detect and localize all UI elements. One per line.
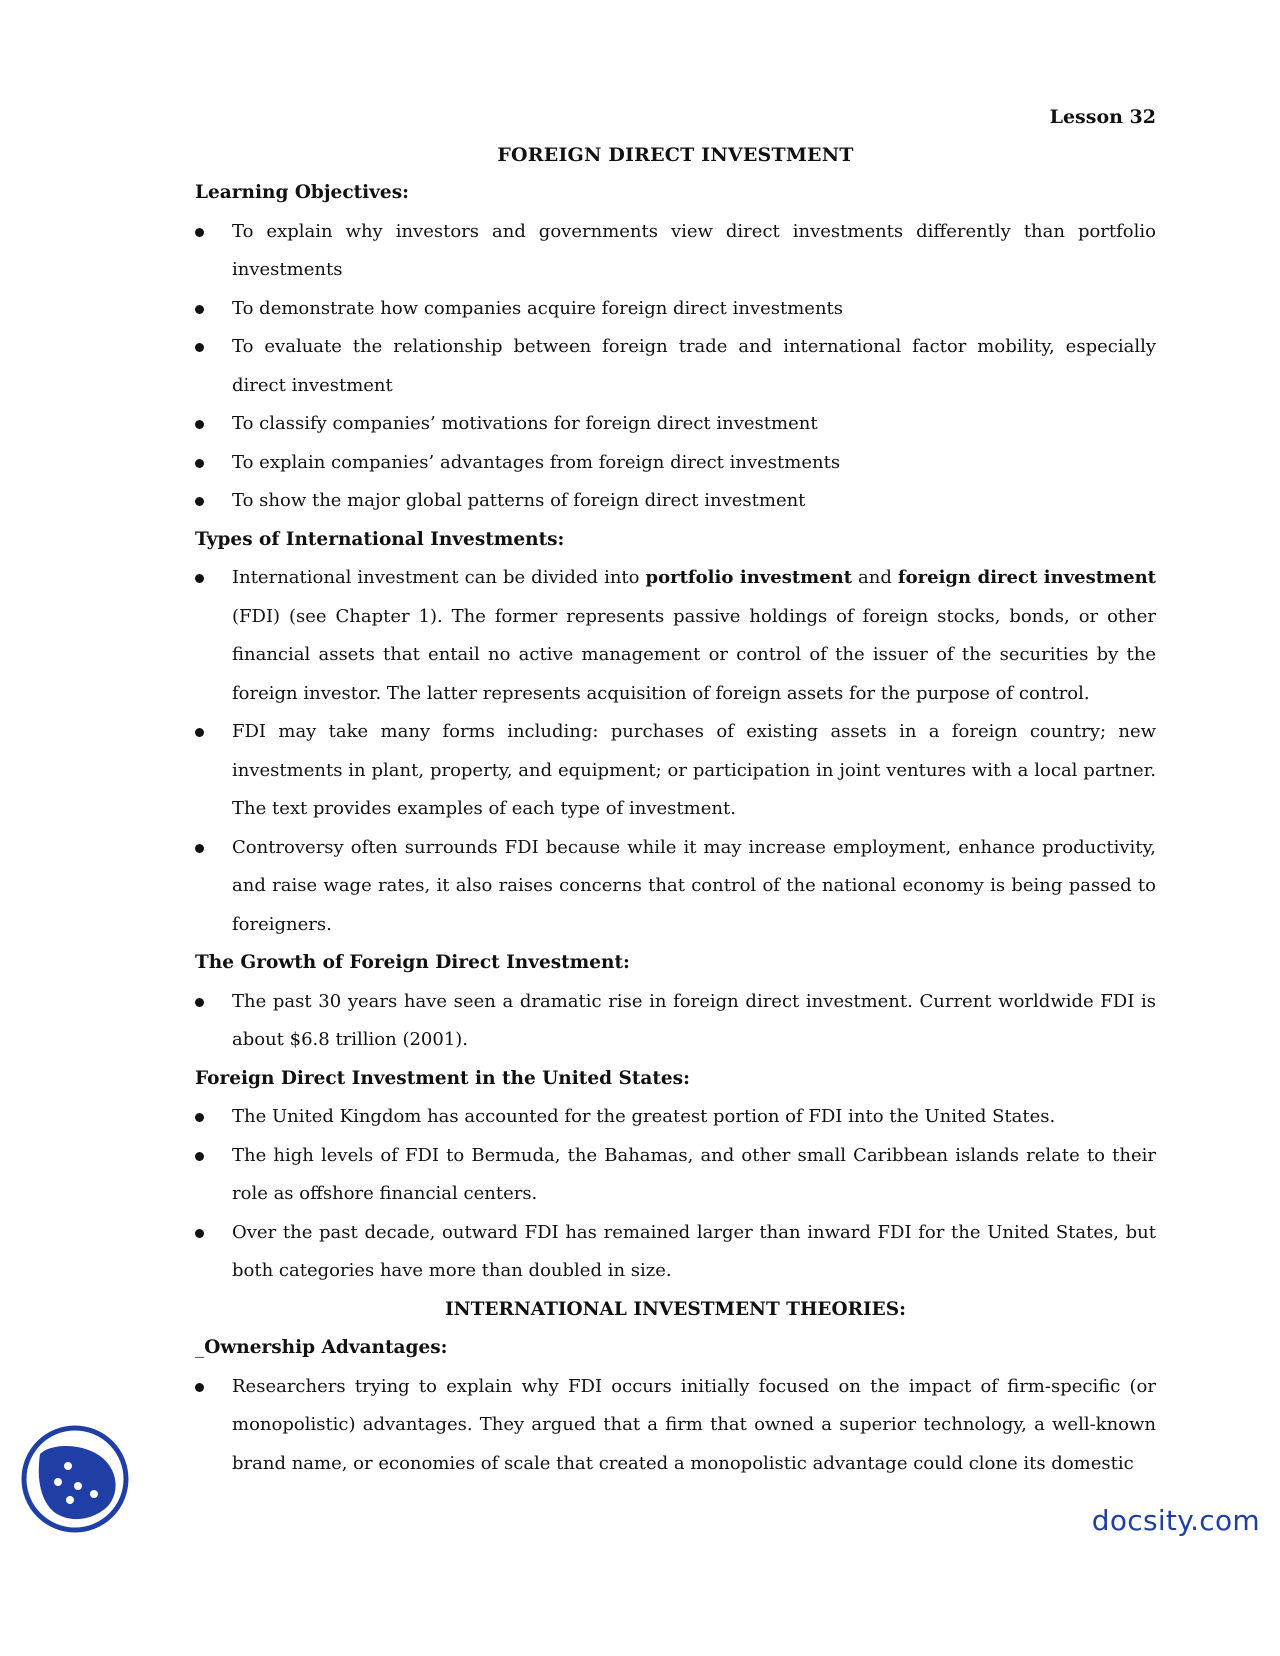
list-item bbox=[195, 405, 1156, 444]
bullet-icon bbox=[195, 305, 204, 314]
underscore-mark: _ bbox=[195, 1337, 205, 1358]
bullet-icon bbox=[195, 228, 204, 237]
docsity-logo-icon[interactable] bbox=[20, 1424, 130, 1534]
bullet-icon bbox=[195, 1113, 204, 1122]
list-item-text: To explain companies’ advantages from foreign direct investments bbox=[232, 451, 841, 473]
list-item-text: To demonstrate how companies acquire foreign direct investments bbox=[232, 297, 844, 319]
list-item bbox=[195, 444, 1156, 483]
list-item bbox=[195, 983, 1156, 1060]
document-content bbox=[195, 98, 1156, 1483]
list-item bbox=[195, 1137, 1156, 1214]
list-item-text: International investment can be divided into bbox=[232, 567, 646, 588]
list-item-text: and bbox=[852, 567, 898, 588]
list-item-text: The high levels of FDI to Bermuda, the Bahamas, and other small Caribbean islands relate to their role as offshore financial centers. bbox=[232, 1144, 1156, 1204]
list-item-text: Over the past decade, outward FDI has remained larger than inward FDI for the United States, but both categories have more than doubled in size. bbox=[232, 1221, 1156, 1281]
bullet-icon bbox=[195, 497, 204, 506]
docsity-brand-link[interactable]: docsity.com bbox=[1091, 1504, 1260, 1537]
list-item bbox=[195, 829, 1156, 945]
us-fdi-list bbox=[195, 1098, 1156, 1291]
list-item-text: To evaluate the relationship between foreign trade and international factor mobility, especially direct investment bbox=[232, 336, 1156, 396]
portfolio-investment-term: portfolio investment bbox=[645, 567, 853, 588]
bullet-icon bbox=[195, 844, 204, 853]
list-item-text: The United Kingdom has accounted for the greatest portion of FDI into the United States. bbox=[232, 1106, 1056, 1127]
list-item bbox=[195, 1214, 1156, 1291]
bullet-icon bbox=[195, 1152, 204, 1161]
growth-heading: The Growth of Foreign Direct Investment: bbox=[195, 952, 630, 973]
list-item-text: To show the major global patterns of foreign direct investment bbox=[232, 490, 806, 511]
list-item-text: Controversy often surrounds FDI because while it may increase employment, enhance productivity, and raise wage rates, it also raises concerns that control of the national economy is being passed to foreigners. bbox=[232, 836, 1156, 935]
list-item bbox=[195, 213, 1156, 290]
theories-heading: INTERNATIONAL INVESTMENT THEORIES: bbox=[445, 1298, 906, 1320]
learning-objectives-heading: Learning Objectives: bbox=[195, 182, 409, 203]
types-list bbox=[195, 559, 1156, 944]
growth-list bbox=[195, 983, 1156, 1060]
list-item bbox=[195, 1368, 1156, 1484]
fdi-term: foreign direct investment bbox=[897, 567, 1156, 588]
list-item-text: To explain why investors and governments view direct investments differently than portfolio investments bbox=[232, 220, 1156, 280]
ownership-heading-text: Ownership Advantages: bbox=[204, 1337, 448, 1358]
bullet-icon bbox=[195, 343, 204, 352]
list-item bbox=[195, 713, 1156, 829]
list-item bbox=[195, 559, 1156, 713]
bullet-icon bbox=[195, 1383, 204, 1392]
list-item bbox=[195, 290, 1156, 329]
ownership-list bbox=[195, 1368, 1156, 1484]
list-item bbox=[195, 328, 1156, 405]
us-fdi-heading: Foreign Direct Investment in the United States: bbox=[195, 1067, 690, 1089]
bullet-icon bbox=[195, 1229, 204, 1238]
list-item bbox=[195, 482, 1156, 521]
bullet-icon bbox=[195, 459, 204, 468]
bullet-icon bbox=[195, 728, 204, 737]
list-item-text: FDI may take many forms including: purchases of existing assets in a foreign country; new investments in plant, property, and equipment; or participation in joint ventures with a local partner. The text provides examples of each type of investment. bbox=[232, 721, 1156, 819]
list-item-text: The past 30 years have seen a dramatic rise in foreign direct investment. Current worldwide FDI is about $6.8 trillion (2001). bbox=[232, 990, 1156, 1050]
list-item-text: (FDI) (see Chapter 1). The former represents passive holdings of foreign stocks, bonds, or other financial assets that entail no active management or control of the issuer of the securities by the foreign investor. The latter represents acquisition of foreign assets for the purpose of control. bbox=[232, 605, 1156, 704]
learning-objectives-list bbox=[195, 213, 1156, 521]
bullet-icon bbox=[195, 574, 204, 583]
ownership-heading bbox=[195, 1329, 1156, 1368]
list-item-text: Researchers trying to explain why FDI occurs initially focused on the impact of firm-specific (or monopolistic) advantages. They argued that a firm that owned a superior technology, a well-known brand name, or economies of scale that created a monopolistic advantage could clone its domestic bbox=[232, 1375, 1156, 1474]
bullet-icon bbox=[195, 420, 204, 429]
page-title: FOREIGN DIRECT INVESTMENT bbox=[497, 144, 854, 166]
list-item bbox=[195, 1098, 1156, 1137]
lesson-number: Lesson 32 bbox=[1049, 106, 1156, 128]
bullet-icon bbox=[195, 998, 204, 1007]
types-heading: Types of International Investments: bbox=[195, 528, 565, 550]
list-item-text: To classify companies’ motivations for foreign direct investment bbox=[232, 413, 818, 434]
